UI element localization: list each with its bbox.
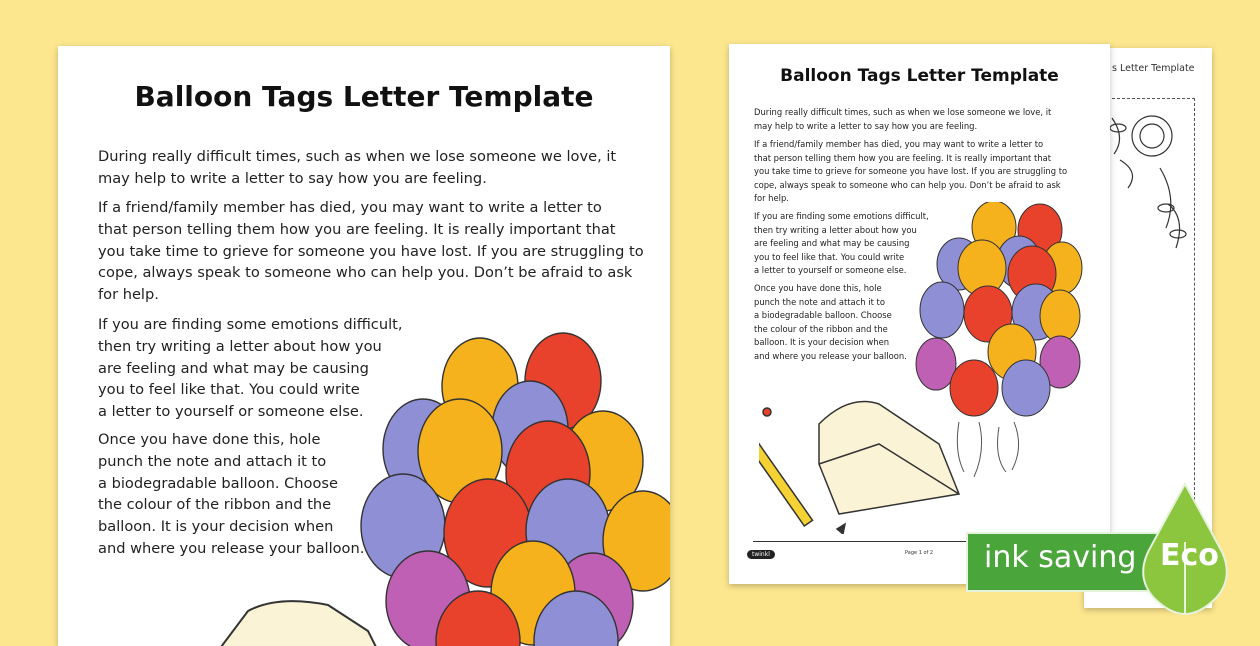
main-page xyxy=(58,46,670,646)
main-p2-line: you take time to grieve for someone you have lost. If you are struggling to xyxy=(98,242,644,260)
front-paragraph-1 xyxy=(754,106,1051,133)
front-p2-line: cope, always speak to someone who can help you. Don’t be afraid to ask xyxy=(754,179,1061,190)
main-p3-line: then try writing a letter about how you xyxy=(98,337,382,355)
front-paragraph-2 xyxy=(754,138,1067,206)
front-envelope-pencil-illustration xyxy=(759,384,969,534)
main-p4-line: Once you have done this, hole xyxy=(98,431,321,448)
main-paragraph-4 xyxy=(98,429,364,560)
main-p3-line: If you are finding some emotions difficult, xyxy=(98,316,403,333)
front-page xyxy=(729,44,1110,584)
front-paragraph-3 xyxy=(754,210,929,278)
main-p2-line: that person telling them how you are feeling. It is really important that xyxy=(98,220,616,238)
page-number: Page 1 of 2 xyxy=(905,550,934,556)
eco-label: Eco xyxy=(1160,538,1219,573)
front-p2-line: for help. xyxy=(754,193,789,204)
main-p2-line: for help. xyxy=(98,286,159,304)
front-p3-line: If you are finding some emotions difficult, xyxy=(754,211,929,221)
main-p2-line: cope, always speak to someone who can help you. Don’t be afraid to ask xyxy=(98,264,633,282)
main-p4-line: a biodegradable balloon. Choose xyxy=(98,474,338,492)
front-p3-line: you to feel like that. You could write xyxy=(754,251,905,262)
front-page-title: Balloon Tags Letter Template xyxy=(780,66,1059,86)
sunflower-decoration-icon xyxy=(1106,108,1192,258)
front-p4-line: balloon. It is your decision when xyxy=(754,337,890,348)
front-p4-line: the colour of the ribbon and the xyxy=(754,323,888,334)
main-p1-line: may help to write a letter to say how you are feeling. xyxy=(98,169,487,187)
front-paragraph-4 xyxy=(754,282,907,364)
main-p4-line: the colour of the ribbon and the xyxy=(98,496,332,514)
front-p3-line: a letter to yourself or someone else. xyxy=(754,265,907,276)
main-p4-line: balloon. It is your decision when xyxy=(98,518,334,536)
twinkl-logo: twinkl xyxy=(747,550,775,559)
main-p1-line: During really difficult times, such as when we lose someone we love, it xyxy=(98,148,617,165)
ink-saving-text: ink saving xyxy=(984,540,1137,575)
envelope-illustration xyxy=(208,591,388,646)
main-page-title: Balloon Tags Letter Template xyxy=(134,80,594,113)
front-p3-line: then try writing a letter about how you xyxy=(754,224,917,235)
main-p4-line: punch the note and attach it to xyxy=(98,452,327,470)
main-paragraph-1 xyxy=(98,146,616,190)
front-p2-line: you take time to grieve for someone you have lost. If you are struggling to xyxy=(754,166,1068,177)
front-p2-line: If a friend/family member has died, you may want to write a letter to xyxy=(754,139,1044,149)
main-p3-line: are feeling and what may be causing xyxy=(98,359,369,377)
front-p3-line: are feeling and what may be causing xyxy=(754,238,910,249)
balloons-illustration xyxy=(348,301,670,646)
back-page-title: s Letter Template xyxy=(1112,63,1195,74)
front-p1-line: may help to write a letter to say how you are feeling. xyxy=(754,120,978,131)
main-p4-line: and where you release your balloon. xyxy=(98,539,365,557)
main-p3-line: you to feel like that. You could write xyxy=(98,381,360,399)
main-paragraph-2 xyxy=(98,197,644,306)
main-p3-line: a letter to yourself or someone else. xyxy=(98,403,364,421)
front-p4-line: a biodegradable balloon. Choose xyxy=(754,310,892,321)
front-p2-line: that person telling them how you are feeling. It is really important that xyxy=(754,152,1051,163)
front-p1-line: During really difficult times, such as when we lose someone we love, it xyxy=(754,107,1052,117)
front-p4-line: punch the note and attach it to xyxy=(754,296,885,307)
main-p2-line: If a friend/family member has died, you may want to write a letter to xyxy=(98,199,602,216)
front-p4-line: Once you have done this, hole xyxy=(754,283,882,293)
front-p4-line: and where you release your balloon. xyxy=(754,350,907,361)
